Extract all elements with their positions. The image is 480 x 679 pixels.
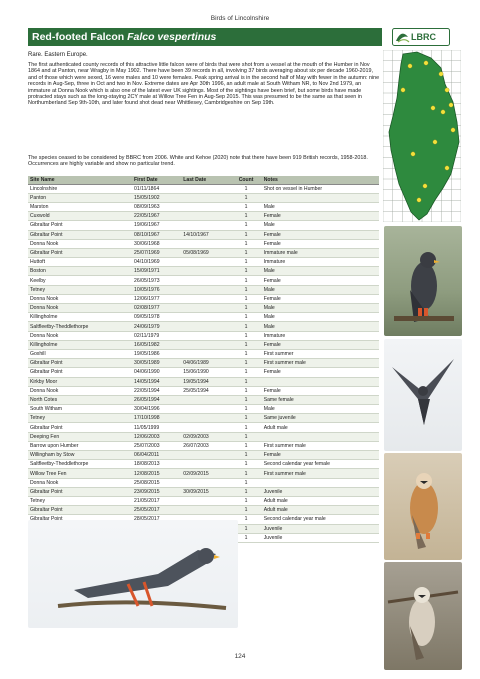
cell-notes: First summer male [262, 441, 379, 450]
cell-count: 1 [230, 533, 261, 542]
cell-site-name: Donna Nook [28, 294, 132, 303]
cell-notes: Male [262, 221, 379, 230]
cell-site-name: Huttoft [28, 258, 132, 267]
cell-last-date [181, 202, 230, 211]
cell-notes: First summer [262, 349, 379, 358]
falcon-photo-perched-male [384, 226, 462, 336]
cell-count: 1 [230, 239, 261, 248]
table-row [28, 239, 379, 248]
cell-notes: Female [262, 212, 379, 221]
scientific-name: Falco vespertinus [127, 31, 217, 43]
cell-site-name: Donna Nook [28, 239, 132, 248]
table-header-row [28, 176, 379, 184]
cell-first-date: 06/04/2011 [132, 451, 181, 460]
cell-last-date [181, 506, 230, 515]
cell-count: 1 [230, 423, 261, 432]
cell-notes [262, 377, 379, 386]
cell-count: 1 [230, 359, 261, 368]
cell-site-name: Willingham by Stow [28, 451, 132, 460]
cell-notes [262, 432, 379, 441]
cell-first-date: 18/08/2013 [132, 460, 181, 469]
falcon-photo-perched-branch [28, 520, 238, 628]
lbrc-logo [392, 28, 450, 46]
cell-first-date: 12/06/1977 [132, 294, 181, 303]
cell-site-name: Tetney [28, 496, 132, 505]
record-dot [445, 166, 449, 170]
cell-last-date [181, 221, 230, 230]
cell-last-date [181, 304, 230, 313]
cell-last-date [181, 423, 230, 432]
cell-last-date: 02/09/2003 [181, 432, 230, 441]
table-row [28, 395, 379, 404]
cell-first-date: 09/05/1978 [132, 313, 181, 322]
cell-last-date [181, 239, 230, 248]
table-row [28, 460, 379, 469]
cell-notes: Shot on vessel in Humber [262, 184, 379, 193]
cell-notes: Male [262, 313, 379, 322]
species-title-bar [28, 28, 382, 46]
table-row [28, 202, 379, 211]
cell-site-name: Gibraltar Point [28, 359, 132, 368]
cell-last-date [181, 340, 230, 349]
cell-last-date [181, 496, 230, 505]
cell-first-date: 04/10/1969 [132, 258, 181, 267]
cell-notes: Juvenile [262, 487, 379, 496]
table-row [28, 377, 379, 386]
table-row [28, 313, 379, 322]
table-row [28, 340, 379, 349]
col-last-date: Last Date [181, 176, 230, 184]
cell-count: 1 [230, 349, 261, 358]
cell-count: 1 [230, 432, 261, 441]
cell-site-name: Donna Nook [28, 386, 132, 395]
page-number: 124 [234, 653, 246, 660]
cell-last-date [181, 193, 230, 202]
cell-notes [262, 478, 379, 487]
cell-count: 1 [230, 193, 261, 202]
table-row [28, 423, 379, 432]
cell-notes: Same juvenile [262, 414, 379, 423]
table-row [28, 469, 379, 478]
cell-first-date: 22/05/1967 [132, 212, 181, 221]
cell-notes: Immature [262, 331, 379, 340]
cell-notes: Male [262, 405, 379, 414]
cell-last-date: 14/10/1967 [181, 230, 230, 239]
cell-first-date: 14/05/1994 [132, 377, 181, 386]
record-dot [431, 106, 435, 110]
cell-site-name: Cuxwold [28, 212, 132, 221]
table-row [28, 258, 379, 267]
cell-notes: Female [262, 451, 379, 460]
cell-site-name: Killingholme [28, 313, 132, 322]
table-row [28, 230, 379, 239]
cell-count: 1 [230, 451, 261, 460]
cell-site-name: Keelby [28, 276, 132, 285]
table-row [28, 451, 379, 460]
table-row [28, 359, 379, 368]
table-row [28, 414, 379, 423]
record-dot [439, 72, 443, 76]
table-row [28, 304, 379, 313]
cell-last-date: 26/07/2003 [181, 441, 230, 450]
cell-first-date: 30/05/1989 [132, 359, 181, 368]
table-row [28, 221, 379, 230]
cell-count: 1 [230, 478, 261, 487]
bbrc-note-paragraph: The species ceased to be considered by BBRC from 2006. White and Kehoe (2020) note that there have been 919 British records, 1958-2018. Occurrences are highly variable and show no particular trend. [28, 155, 368, 168]
table-row [28, 386, 379, 395]
cell-count: 1 [230, 230, 261, 239]
common-name: Red-footed Falcon [32, 31, 125, 43]
cell-first-date: 26/05/1994 [132, 395, 181, 404]
table-row [28, 294, 379, 303]
cell-first-date: 19/06/1967 [132, 221, 181, 230]
running-header: Birds of Lincolnshire [210, 15, 270, 22]
county-outline [389, 52, 459, 220]
cell-notes: Female [262, 368, 379, 377]
table-row [28, 349, 379, 358]
table-row [28, 368, 379, 377]
table-row [28, 405, 379, 414]
cell-last-date [181, 349, 230, 358]
cell-first-date: 08/09/1963 [132, 202, 181, 211]
cell-site-name: North Cotes [28, 395, 132, 404]
col-site-name: Site Name [28, 176, 132, 184]
cell-notes: Female [262, 239, 379, 248]
distribution-map [383, 50, 461, 222]
table-row [28, 248, 379, 257]
cell-site-name: Barrow upon Humber [28, 441, 132, 450]
cell-first-date: 01/11/1864 [132, 184, 181, 193]
cell-count: 1 [230, 212, 261, 221]
cell-first-date: 25/07/1969 [132, 248, 181, 257]
cell-site-name: Deeping Fen [28, 432, 132, 441]
table-row [28, 276, 379, 285]
col-first-date: First Date [132, 176, 181, 184]
table-row [28, 478, 379, 487]
cell-count: 1 [230, 414, 261, 423]
cell-site-name: Gibraltar Point [28, 423, 132, 432]
cell-first-date: 25/08/2015 [132, 478, 181, 487]
cell-last-date: 02/09/2015 [181, 469, 230, 478]
cell-site-name: Gibraltar Point [28, 487, 132, 496]
cell-notes: Juvenile [262, 524, 379, 533]
cell-count: 1 [230, 313, 261, 322]
record-dot [411, 152, 415, 156]
cell-site-name: Donna Nook [28, 304, 132, 313]
cell-first-date: 12/08/2015 [132, 469, 181, 478]
cell-last-date: 30/09/2015 [181, 487, 230, 496]
record-dot [445, 88, 449, 92]
table-row [28, 193, 379, 202]
table-row [28, 184, 379, 193]
cell-count: 1 [230, 258, 261, 267]
cell-site-name: Marston [28, 202, 132, 211]
logo-text: LBRC [411, 32, 436, 42]
records-table [28, 176, 379, 543]
cell-site-name: Gibraltar Point [28, 230, 132, 239]
cell-first-date: 22/05/1994 [132, 386, 181, 395]
record-dot [401, 88, 405, 92]
cell-notes: Female [262, 294, 379, 303]
cell-first-date: 23/09/2015 [132, 487, 181, 496]
cell-count: 1 [230, 221, 261, 230]
cell-last-date [181, 405, 230, 414]
cell-count: 1 [230, 395, 261, 404]
cell-last-date [181, 212, 230, 221]
cell-count: 1 [230, 386, 261, 395]
table-row [28, 331, 379, 340]
cell-count: 1 [230, 496, 261, 505]
cell-notes: Female [262, 230, 379, 239]
table-row [28, 496, 379, 505]
cell-site-name: Gibraltar Point [28, 221, 132, 230]
cell-last-date [181, 460, 230, 469]
cell-site-name: Goxhill [28, 349, 132, 358]
cell-notes: Adult male [262, 496, 379, 505]
table-row [28, 506, 379, 515]
cell-last-date: 15/06/1990 [181, 368, 230, 377]
cell-notes: Adult male [262, 506, 379, 515]
cell-first-date: 30/06/1968 [132, 239, 181, 248]
cell-last-date [181, 322, 230, 331]
status-line: Rare. Eastern Europe. [28, 52, 88, 58]
cell-notes: Female [262, 340, 379, 349]
cell-first-date: 15/05/1902 [132, 193, 181, 202]
cell-site-name: South Witham [28, 405, 132, 414]
cell-first-date: 25/07/2003 [132, 441, 181, 450]
cell-first-date: 10/05/1976 [132, 285, 181, 294]
species-account-paragraph: The first authenticated county records of this attractive little falcon were of birds that were shot from a vessel at the mouth of the Humber in Nov 1864 and at Panton, near Wragby in May 1902. There have been 39 records in all, involving 37 birds averaging about six per decade 1960-2019, and of those which were sexed, 16 were males and 10 were females. Peak spring arrival is in the second half of May with fewer in the autumn: nine records in Aug-Sep, three in Oct and two in Nov. Extreme dates are Apr 30th 1996, an adult male at South Witham NR, to Nov 2nd 1979, an immature at Donna Nook which is also one of the latest ever UK sightings. Most of the sightings have been brief, but some birds have made protracted stays such as the long-staying 2CY male at Willow Tree Fen in Aug-Sep 2015. This was presumed to be the same as that seen in Northumberland Sep 9th-10th, and later found shot dead near Whittlesey, Cambridgeshire on Sep 19th. [28, 62, 380, 107]
falcon-photo-flight [384, 339, 462, 451]
col-count: Count [230, 176, 261, 184]
cell-count: 1 [230, 506, 261, 515]
cell-first-date: 24/06/1979 [132, 322, 181, 331]
cell-site-name: Killingholme [28, 340, 132, 349]
cell-site-name: Boston [28, 267, 132, 276]
falcon-photo-female [384, 453, 462, 560]
cell-first-date: 02/08/1977 [132, 304, 181, 313]
cell-site-name: Saltfleetby-Theddlethorpe [28, 460, 132, 469]
cell-count: 1 [230, 405, 261, 414]
cell-last-date [181, 395, 230, 404]
cell-last-date [181, 276, 230, 285]
cell-count: 1 [230, 331, 261, 340]
cell-count: 1 [230, 460, 261, 469]
cell-first-date: 04/06/1990 [132, 368, 181, 377]
cell-notes: Female [262, 276, 379, 285]
cell-count: 1 [230, 248, 261, 257]
cell-last-date: 19/05/1994 [181, 377, 230, 386]
table-row [28, 441, 379, 450]
cell-first-date: 08/10/1967 [132, 230, 181, 239]
cell-count: 1 [230, 377, 261, 386]
cell-first-date: 15/09/1971 [132, 267, 181, 276]
cell-site-name: Tetney [28, 285, 132, 294]
cell-notes: Second calendar year female [262, 460, 379, 469]
cell-notes: First summer male [262, 359, 379, 368]
record-dot [441, 110, 445, 114]
cell-site-name: Gibraltar Point [28, 248, 132, 257]
cell-count: 1 [230, 276, 261, 285]
cell-first-date: 26/05/1973 [132, 276, 181, 285]
cell-notes: Second calendar year male [262, 515, 379, 524]
species-title [32, 31, 216, 43]
cell-site-name: Gibraltar Point [28, 506, 132, 515]
cell-notes: Adult male [262, 423, 379, 432]
cell-count: 1 [230, 267, 261, 276]
cell-count: 1 [230, 285, 261, 294]
cell-last-date [181, 184, 230, 193]
cell-last-date [181, 451, 230, 460]
col-notes: Notes [262, 176, 379, 184]
record-dot [449, 103, 453, 107]
cell-last-date [181, 258, 230, 267]
cell-count: 1 [230, 469, 261, 478]
cell-notes: Male [262, 304, 379, 313]
cell-site-name: Panton [28, 193, 132, 202]
cell-last-date [181, 267, 230, 276]
cell-notes: Male [262, 322, 379, 331]
record-dot [424, 61, 428, 65]
cell-count: 1 [230, 515, 261, 524]
cell-first-date: 21/05/2017 [132, 496, 181, 505]
cell-count: 1 [230, 184, 261, 193]
cell-notes: Male [262, 202, 379, 211]
cell-last-date: 25/05/1994 [181, 386, 230, 395]
cell-count: 1 [230, 340, 261, 349]
cell-site-name: Gibraltar Point [28, 368, 132, 377]
cell-count: 1 [230, 368, 261, 377]
table-row [28, 267, 379, 276]
cell-site-name: Saltfleetby-Theddlethorpe [28, 322, 132, 331]
cell-site-name: Tetney [28, 414, 132, 423]
cell-notes: Female [262, 386, 379, 395]
cell-site-name: Willow Tree Fen [28, 469, 132, 478]
cell-last-date [181, 285, 230, 294]
record-dot [417, 198, 421, 202]
cell-count: 1 [230, 304, 261, 313]
cell-last-date [181, 313, 230, 322]
cell-site-name: Donna Nook [28, 331, 132, 340]
record-dot [451, 128, 455, 132]
cell-site-name: Kirkby Moor [28, 377, 132, 386]
cell-first-date: 11/05/1999 [132, 423, 181, 432]
cell-site-name: Lincolnshire [28, 184, 132, 193]
cell-first-date: 16/05/1982 [132, 340, 181, 349]
cell-last-date: 05/08/1969 [181, 248, 230, 257]
table-row [28, 322, 379, 331]
cell-first-date: 19/05/1986 [132, 349, 181, 358]
record-dot [423, 184, 427, 188]
cell-notes: Immature male [262, 248, 379, 257]
table-row [28, 212, 379, 221]
table-row [28, 285, 379, 294]
cell-last-date: 04/06/1989 [181, 359, 230, 368]
cell-last-date [181, 414, 230, 423]
cell-notes: Same female [262, 395, 379, 404]
cell-site-name: Donna Nook [28, 478, 132, 487]
cell-notes [262, 193, 379, 202]
cell-count: 1 [230, 202, 261, 211]
cell-first-date: 12/06/2003 [132, 432, 181, 441]
cell-count: 1 [230, 322, 261, 331]
cell-last-date [181, 478, 230, 487]
cell-count: 1 [230, 487, 261, 496]
cell-notes: Juvenile [262, 533, 379, 542]
cell-count: 1 [230, 524, 261, 533]
record-dot [433, 140, 437, 144]
cell-count: 1 [230, 294, 261, 303]
table-row [28, 432, 379, 441]
cell-first-date: 25/05/2017 [132, 506, 181, 515]
cell-first-date: 02/11/1979 [132, 331, 181, 340]
cell-first-date: 30/04/1996 [132, 405, 181, 414]
cell-first-date: 17/10/1998 [132, 414, 181, 423]
record-dot [408, 64, 412, 68]
cell-notes: Immature [262, 258, 379, 267]
cell-notes: Male [262, 267, 379, 276]
cell-notes: First summer male [262, 469, 379, 478]
cell-last-date [181, 331, 230, 340]
table-row [28, 487, 379, 496]
cell-notes: Male [262, 285, 379, 294]
cell-count: 1 [230, 441, 261, 450]
cell-last-date [181, 294, 230, 303]
